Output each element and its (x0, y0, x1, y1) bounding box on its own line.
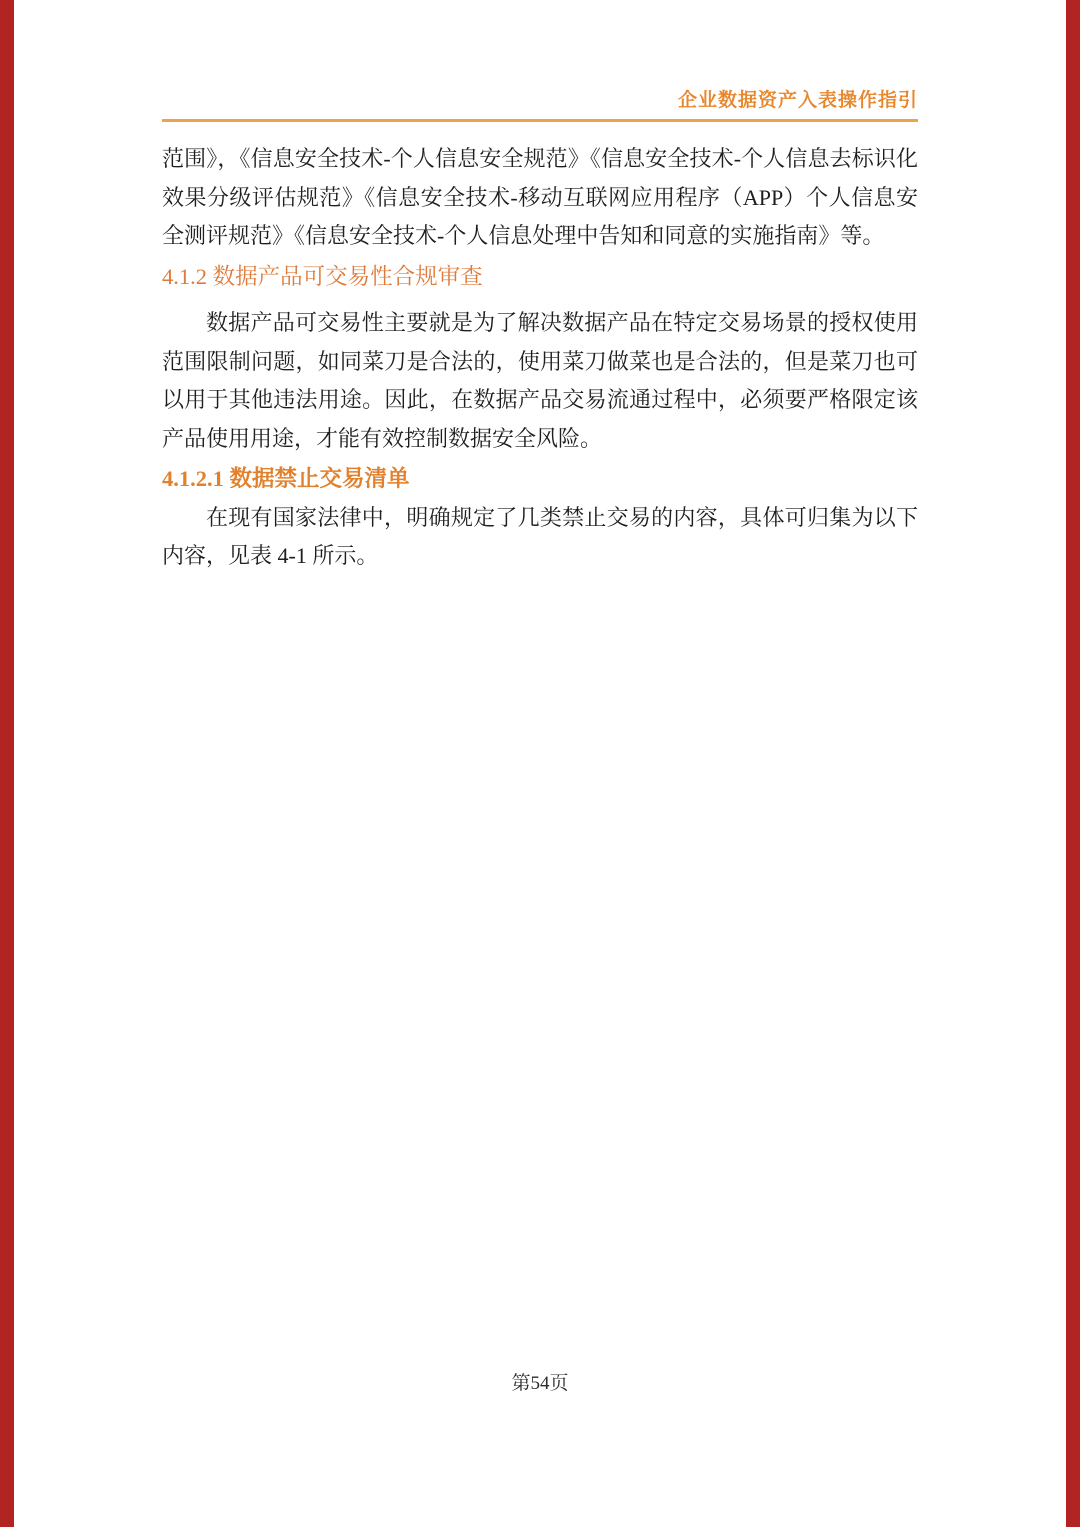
page-content (162, 0, 918, 576)
paragraph-standards-list: 范围》，《信息安全技术-个人信息安全规范》《信息安全技术-个人信息去标识化效果分级评估规范》《信息安全技术-移动互联网应用程序（APP）个人信息安全测评规范》《信息安全技术-个人信息处理中告知和同意的实施指南》等。 (162, 146, 918, 248)
paragraph-prohibited-list: 在现有国家法律中，明确规定了几类禁止交易的内容，具体可归集为以下内容，见表 4-1 所示。 (162, 504, 918, 568)
left-border-bar (0, 0, 14, 1527)
section-heading-412: 4.1.2 数据产品可交易性合规审查 (162, 263, 483, 289)
section-heading-4121: 4.1.2.1 数据禁止交易清单 (162, 466, 410, 491)
page-header-title: 企业数据资产入表操作指引 (677, 90, 918, 111)
page-number-footer: 第54页 (511, 1373, 569, 1394)
paragraph-tradability: 数据产品可交易性主要就是为了解决数据产品在特定交易场景的授权使用范围限制问题，如同菜刀是合法的，使用菜刀做菜也是合法的，但是菜刀也可以用于其他违法用途。因此，在数据产品交易流通过程中，必须要严格限定该产品使用用途，才能有效控制数据安全风险。 (162, 310, 918, 451)
header-rule (162, 119, 918, 122)
right-border-bar (1066, 0, 1080, 1527)
